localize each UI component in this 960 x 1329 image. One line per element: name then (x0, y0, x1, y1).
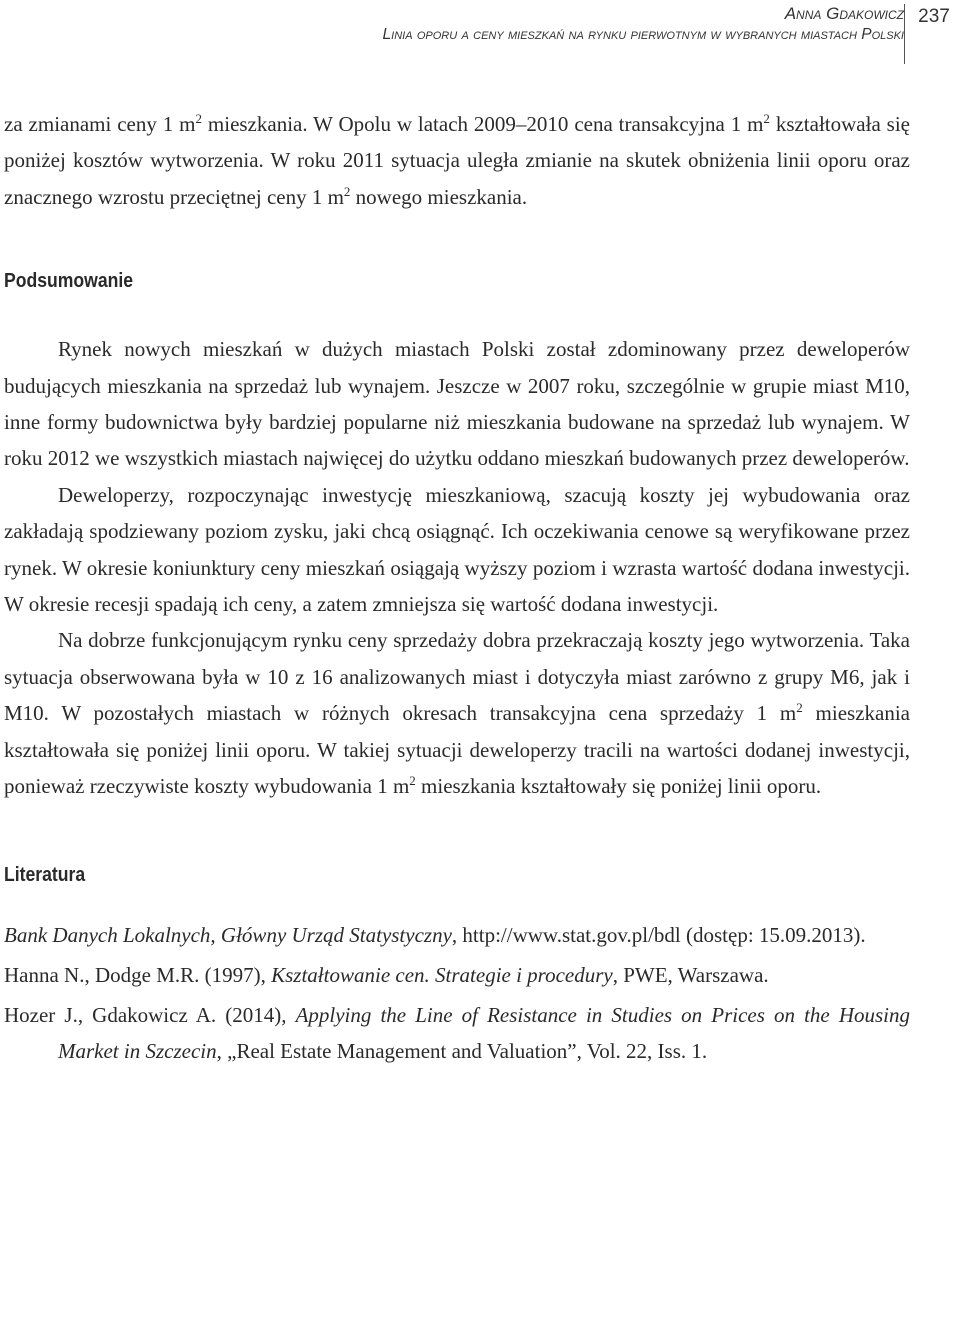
summary-paragraph-2: Deweloperzy, rozpoczynając inwestycję mieszkaniową, szacują koszty jej wybudowania oraz zakładają spodziewany poziom zysku, jaki chcą osiągnąć. Ich oczekiwania cenowe są weryfikowane przez rynek. W okresie koniunktury ceny mieszkań osiągają wyższy poziom i wzrasta wartość dodana inwestycji. W okresie recesji spadają ich ceny, a zatem zmniejsza się wartość dodana inwestycji. (4, 482, 910, 617)
header-running-title: Linia oporu a ceny mieszkań na rynku pierwotnym w wybranych miastach Polski (382, 26, 904, 43)
header-author: Anna Gdakowicz (784, 4, 904, 23)
reference-item: Hanna N., Dodge M.R. (1997), Kształtowanie cen. Strategie i procedury, PWE, Warszawa. (4, 962, 769, 987)
summary-paragraph-1: Rynek nowych mieszkań w dużych miastach Polski został zdominowany przez deweloperów budujących mieszkania na sprzedaż lub wynajem. Jeszcze w 2007 roku, szczególnie w grupie miast M10, inne formy budownictwa były bardziej popularne niż mieszkania budowane na sprzedaż lub wynajem. W roku 2012 we wszystkich miastach najwięcej do użytku oddano mieszkań budowanych przez deweloperów. (4, 337, 910, 471)
page-body (4, 106, 910, 1073)
section-heading-literature: Literatura (4, 863, 86, 886)
summary-paragraph-3: Na dobrze funkcjonującym rynku ceny sprzedaży dobra przekraczają koszty jego wytworzenia. Taka sytuacja obserwowana była w 10 z 16 analizowanych miast i dotyczyła miast zarówno z grupy M6, jak i M10. W pozostałych miastach w różnych okresach transakcyjna cena sprzedaży 1 $m^2$ mieszkania kształtowała się poniżej linii oporu. W takiej sytuacji deweloperzy tracili na wartości dodanej inwestycji, ponieważ rzeczywiste koszty wybudowania 1 $m^2$ mieszkania kształtowały się poniżej linii oporu. (4, 628, 911, 799)
reference-list (4, 917, 910, 1069)
reference-item: Bank Danych Lokalnych, Główny Urząd Statystyczny, http://www.stat.gov.pl/bdl (dostęp: 15.09.2013). (4, 922, 866, 947)
header-divider (904, 4, 905, 64)
running-header (0, 0, 960, 66)
intro-paragraph: za zmianami ceny 1 $m^2$ mieszkania. W Opolu w latach 2009–2010 cena transakcyjna 1 $m^2$ kształtowała się poniżej kosztów wytworzenia. W roku 2011 sytuacja uległa zmianie na skutek obniżenia linii oporu oraz znacznego wzrostu przeciętnej ceny 1 $m^2$ nowego mieszkania. (4, 111, 910, 209)
reference-item: Hozer J., Gdakowicz A. (2014), Applying the Line of Resistance in Studies on Prices on the Housing Market in Szczecin, „Real Estate Management and Valuation”, Vol. 22, Iss. 1. (4, 1002, 911, 1063)
section-heading-summary: Podsumowanie (4, 270, 134, 293)
page-number: 237 (918, 6, 950, 27)
